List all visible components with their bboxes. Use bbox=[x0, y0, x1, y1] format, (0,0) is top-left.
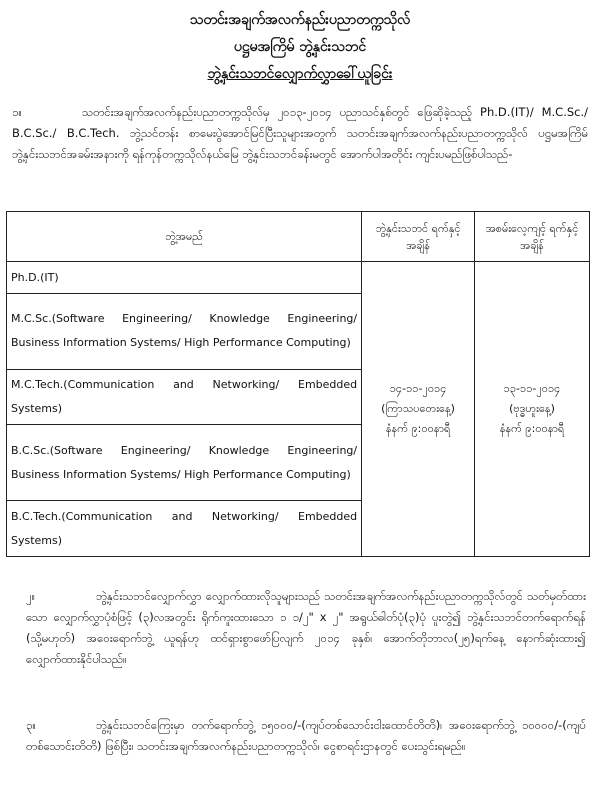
header-ceremony: ဘွဲ့နှင်းသဘင် ရက်နှင့် အချိန် bbox=[362, 212, 475, 262]
ceremony-cell bbox=[362, 262, 475, 557]
announcement-title: ဘွဲ့နှင်းသဘင်လျှောက်လွှာခေါ်ယူခြင်း bbox=[207, 66, 393, 82]
paragraph-1 bbox=[12, 102, 588, 165]
ceremony-time: နံနက် ၉:၀၀နာရီ bbox=[385, 422, 451, 436]
program-cell: M.C.Tech.(Communication and Networking/ Embedded Systems) bbox=[7, 369, 362, 425]
schedule-table bbox=[6, 211, 590, 557]
ceremony-date: ၁၄-၁၁-၂၀၁၄ bbox=[389, 382, 447, 396]
paragraph-3-text: ဘွဲ့နှင်းသဘင်ကြေးမှာ တက်ရောက်ဘွဲ့ ၁၅၀၀၀/-(ကျပ်တစ်သောင်းငါးထောင်တိတိ)၊ အဝေးရောက်ဘွဲ့ ၁၀၀၀၀/-(ကျပ်တစ်သောင်းတိတိ) ဖြစ်ပြီး၊ သတင်းအချက်အလက်နည်းပညာတက္ကသိုလ်၊ ငွေစာရင်းဌာနတွင် ပေးသွင်းရမည်။ bbox=[26, 718, 586, 753]
table-header-row bbox=[7, 212, 590, 262]
paragraph-3 bbox=[26, 715, 586, 757]
paragraph-2-text: ဘွဲ့နှင်းသဘင်လျှောက်လွှာ လျှောက်ထားလိုသူများသည် သတင်းအချက်အလက်နည်းပညာတက္ကသိုလ်တွင် သတ်မှတ်ထားသော လျှောက်လွှာပုံစံဖြင့် (၃)လအတွင်း ရိုက်ကူးထားသော ၁ ၁/၂" x ၂" အရွယ်ဓါတ်ပုံ(၃)ပုံ ပူးတွဲ၍ ဘွဲ့နှင်းသဘင်တက်ရောက်ရန် (သို့မဟုတ်) အဝေးရောက်ဘွဲ့ ယူရန်ဟု ထင်ရှားစွာဖော်ပြလျက် ၂၀၁၄ ခုနှစ်၊ အောက်တိုဘာလ(၂၅)ရက်နေ့ နောက်ဆုံးထား၍ လျှောက်ထားနိုင်ပါသည်။ bbox=[26, 589, 586, 666]
rehearsal-time: နံနက် ၉:၀၀နာရီ bbox=[499, 422, 565, 436]
paragraph-3-number: ၃။ bbox=[26, 718, 36, 732]
program-cell: Ph.D.(IT) bbox=[7, 262, 362, 294]
header-program: ဘွဲ့အမည် bbox=[7, 212, 362, 262]
paragraph-2-number: ၂။ bbox=[26, 589, 36, 603]
document-header bbox=[0, 8, 600, 91]
university-title: သတင်းအချက်အလက်နည်းပညာတက္ကသိုလ် bbox=[189, 12, 411, 28]
paragraph-1-number: ၁။ bbox=[12, 105, 22, 119]
header-rehearsal: အစမ်းလေ့ကျင့် ရက်နှင့် အချိန် bbox=[475, 212, 590, 262]
ceremony-day: (ကြာသပတေးနေ့) bbox=[381, 402, 455, 416]
paragraph-2 bbox=[26, 586, 586, 670]
rehearsal-date: ၁၃-၁၁-၂၀၁၄ bbox=[503, 382, 561, 396]
table-row bbox=[7, 262, 590, 294]
program-cell: B.C.Tech.(Communication and Networking/ Embedded Systems) bbox=[7, 501, 362, 557]
rehearsal-day: (ဗုဒ္ဓဟူးနေ့) bbox=[509, 402, 555, 416]
ceremony-title: ပဋ္ဌမအကြိမ် ဘွဲ့နှင်းသဘင် bbox=[233, 39, 367, 55]
rehearsal-cell bbox=[475, 262, 590, 557]
paragraph-1-text: သတင်းအချက်အလက်နည်းပညာတက္ကသိုလ်မှ ၂၀၁၃-၂၀၁၄ ပညာသင်နှစ်တွင် ဖြေဆိုခဲ့သည့် Ph.D.(IT)/ M.C.Sc./ B.C.Sc./ B.C.Tech. ဘွဲ့သင်တန်း စာမေးပွဲအောင်မြင်ပြီးသူများအတွက် သတင်းအချက်အလက်နည်းပညာတက္ကသိုလ် ပဋ္ဌမအကြိမ်ဘွဲ့နှင်းသဘင်အခမ်းအနားကို ရန်ကုန်တက္ကသိုလ်နယ်မြေ ဘွဲ့နှင်းသဘင်ခန်းမတွင် အောက်ပါအတိုင်း ကျင်းပမည်ဖြစ်ပါသည်- bbox=[12, 105, 588, 161]
program-cell: M.C.Sc.(Software Engineering/ Knowledge Engineering/ Business Information Systems/ High Performance Computing) bbox=[7, 294, 362, 370]
program-cell: B.C.Sc.(Software Engineering/ Knowledge Engineering/ Business Information Systems/ High Performance Computing) bbox=[7, 425, 362, 501]
